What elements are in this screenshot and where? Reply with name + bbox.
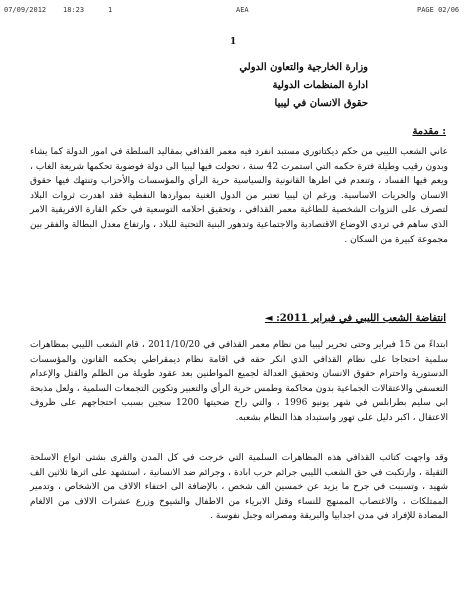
page-number: 1	[230, 37, 237, 47]
fax-header	[0, 4, 476, 18]
section-heading-uprising	[261, 313, 446, 324]
uprising-paragraph: ابتداءً من 15 فبراير وحتى تحرير ليبيا من نظام معمر القذافي في 2011/10/20 ، قام الشعب الليبي بمظاهرات سلمية احتجاجا على نظام القذافي الذي انكر حقه في اقامة نظام ديمقراطي يحكمه القانون والمؤسسات الدستورية واحترام حقوق الانسان وتحقيق العدالة لجميع المواطنين بعد عقود طويلة من الظلم والقتل والإعدام التعسفي والاعتقالات الجماعية بدون محاكمة وطمس حرية الرأي والتعبير وتكوين التجمعات السلمية ، ولعل مذبحة ابي سليم بطرابلس في شهر يونيو 1996 ، والتي راح ضحيتها 1200 سجين بسبب احتجاجهم على ظروف الاعتقال ، اكبر دليل على تهور واستبداد هذا النظام بشعبه.	[30, 340, 449, 423]
section-heading-intro: : مقدمة	[412, 126, 446, 137]
fax-page-indicator: PAGE 02/06	[417, 6, 460, 14]
bullet-arrow-icon: ◄	[264, 313, 273, 324]
ministry-title: وزارة الخارجية والتعاون الدولي	[239, 62, 368, 73]
department-title: ادارة المنظمات الدولية	[272, 80, 368, 91]
fax-sender: AEA	[236, 6, 249, 14]
fax-number: 1	[108, 6, 113, 14]
crackdown-paragraph: وقد واجهت كتائب القذافي هذه المظاهرات السلمية التي خرجت في كل المدن والقرى بشتى انواع الاسلحة الثقيلة ، وارتكبت في حق الشعب الليبي جرائم حرب ابادة ، وجرائم ضد الانسانية ، استشهد على اثرها ثلاثين الف شهيد ، وتسببت في جرح ما يزيد عن خمسين الف شخص ، بالإضافة الى اختفاء الالاف من الاشخاص ، وتدمير الممتلكات ، والاغتصاب الممنهج للنساء وقتل الابرياء من الاطفال والشيوخ وزرع عشرات الالاف من الالغام المضادة للإفراد في مدن اجدابيا والبريقة ومصراته وجبل نفوسة .	[30, 453, 448, 522]
document-title: حقوق الانسان في ليبيا	[274, 98, 368, 109]
section-heading-uprising-label: انتفاضة الشعب الليبي في فبراير 2011:	[276, 313, 446, 324]
intro-paragraph: عاني الشعب الليبي من حكم ديكتاتوري مستبد انفرد فيه معمر القذافي بمقاليد السلطة في امور الدولة كما يشاء وبدون رقيب وطيلة فترة حكمه التي استمرت 42 سنة ، تحولت فيها ليبيا الى دولة فوضوية تحكمها شريعة الغاب ، ويعم فيها الفساد ، وتنعدم في اطرها القانونية والسياسية حرية الرأي والمؤسسات والأحزاب وتنتهك فيها حقوق الانسان والحريات الاساسية. ورغم ان ليبيا تعتبر من الدول الغنية بمواردها النفطية فقد اهدرت ثروات البلاد لتصرف على النزوات الشخصية للطاغية معمر القذافي ، وتحقيق احلامه التوسعية في حكم القارة الافريقية الامر الذي ساهم في تردي الاوضاع الاقتصادية والاجتماعية وتدهور البنية التحتية للبلاد ، وارتفاع معدل البطالة والفقر بين مجموعة كبيرة من السكان .	[30, 147, 448, 245]
fax-date: 07/09/2012	[4, 6, 47, 14]
fax-time: 18:23	[63, 6, 85, 14]
